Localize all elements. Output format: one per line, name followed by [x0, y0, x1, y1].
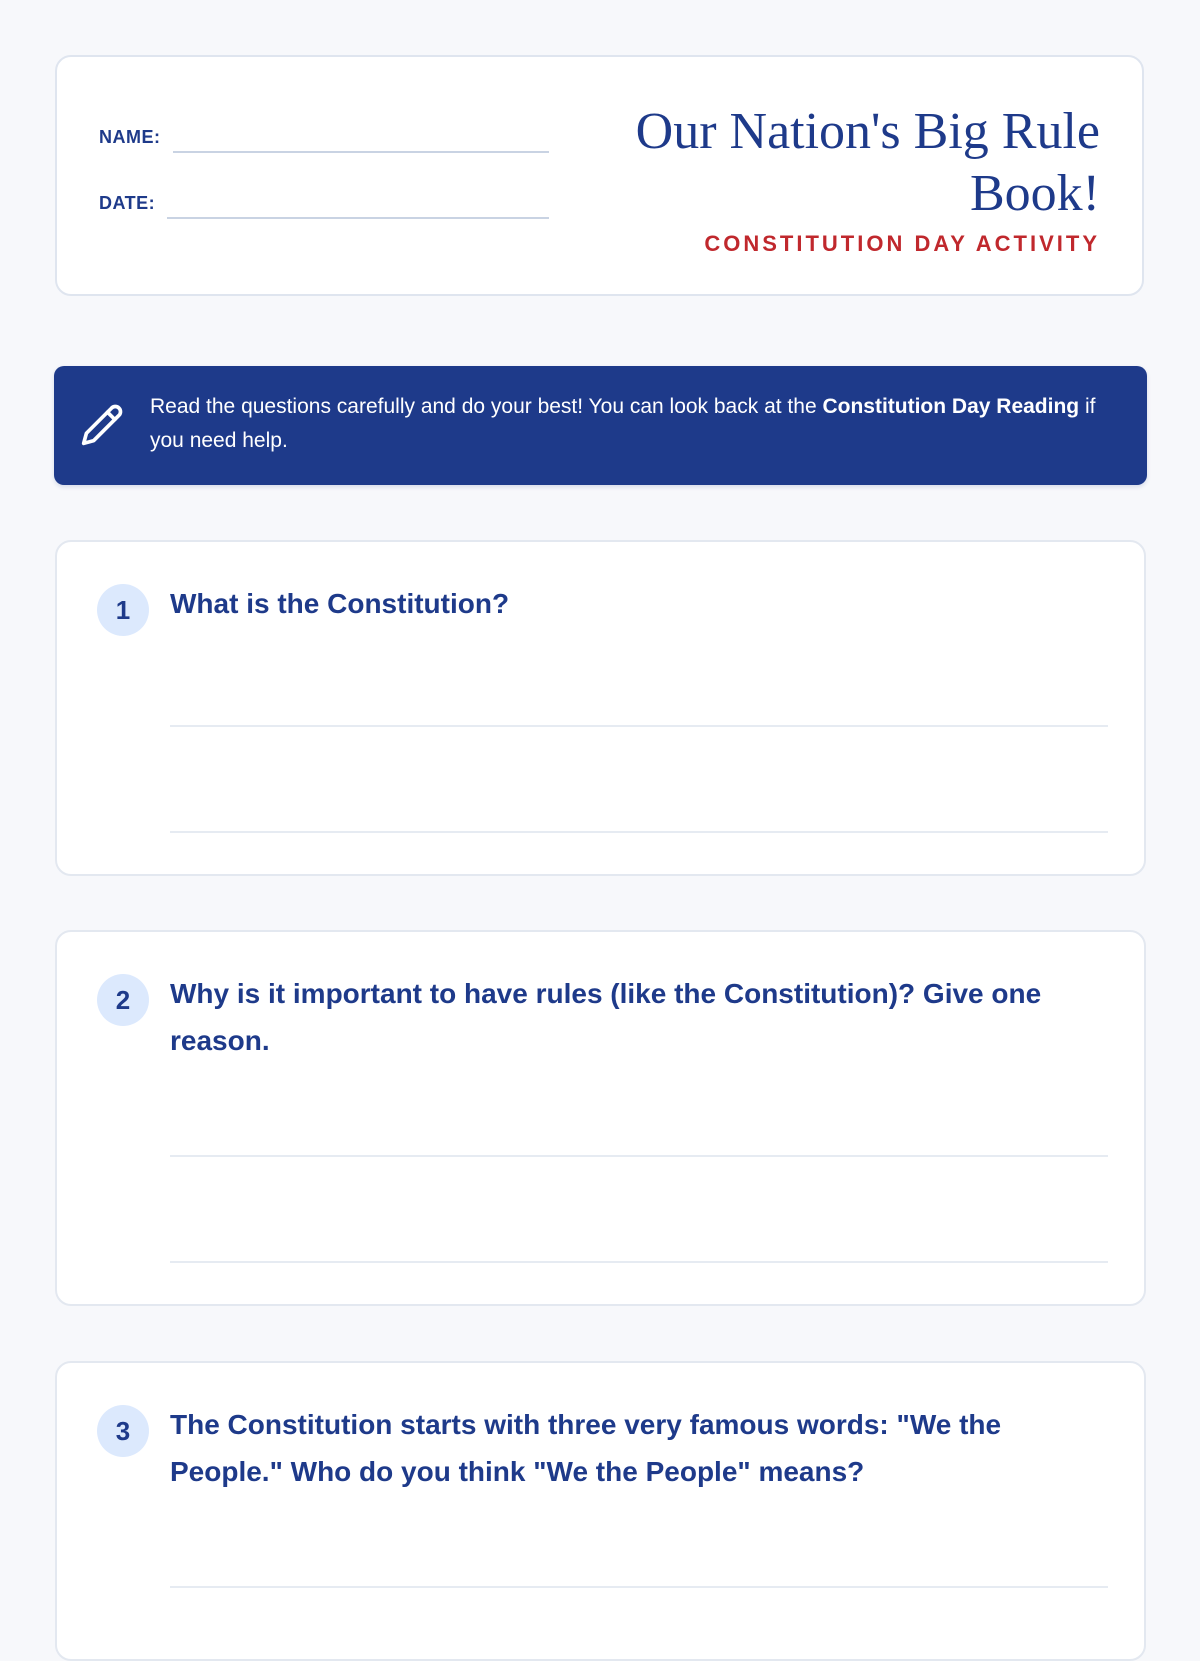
- instruction-text: [150, 390, 1110, 458]
- instruction-banner: [54, 366, 1147, 485]
- pencil-icon: [80, 403, 124, 447]
- question-number-badge: 2: [97, 974, 149, 1026]
- page-title: [560, 101, 1100, 225]
- header-card: [55, 55, 1144, 296]
- reading-reference: Constitution Day Reading: [822, 395, 1080, 418]
- instruction-text-start: Read the questions carefully and do your best! You can look back at the: [150, 395, 823, 418]
- question-card-3: [55, 1361, 1146, 1661]
- name-field[interactable]: [173, 151, 549, 153]
- answer-line[interactable]: [170, 1261, 1108, 1263]
- question-number-badge: 1: [97, 584, 149, 636]
- instruction-text-end: if you need help.: [150, 395, 1096, 452]
- question-number-badge: 3: [97, 1405, 149, 1457]
- name-field-row: [99, 127, 549, 147]
- question-card-1: [55, 540, 1146, 876]
- page-title-line1: Our Nation's Big Rule: [635, 103, 1100, 160]
- question-card-2: [55, 930, 1146, 1306]
- answer-line[interactable]: [170, 831, 1108, 833]
- page-subtitle: CONSTITUTION DAY ACTIVITY: [704, 231, 1100, 256]
- name-label: NAME:: [99, 127, 161, 147]
- date-label: DATE:: [99, 193, 156, 213]
- answer-line[interactable]: [170, 1586, 1108, 1588]
- title-block: [560, 101, 1100, 257]
- question-text: Why is it important to have rules (like the Constitution)? Give one reason.: [170, 978, 1042, 1056]
- question-text: What is the Constitution?: [170, 588, 510, 619]
- date-field[interactable]: [167, 217, 549, 219]
- date-field-row: [99, 193, 549, 213]
- question-text: The Constitution starts with three very famous words: "We the People." Who do you think "We the People" means?: [170, 1409, 1002, 1487]
- answer-line[interactable]: [170, 725, 1108, 727]
- answer-line[interactable]: [170, 1155, 1108, 1157]
- page-title-line2: Book!: [970, 165, 1100, 222]
